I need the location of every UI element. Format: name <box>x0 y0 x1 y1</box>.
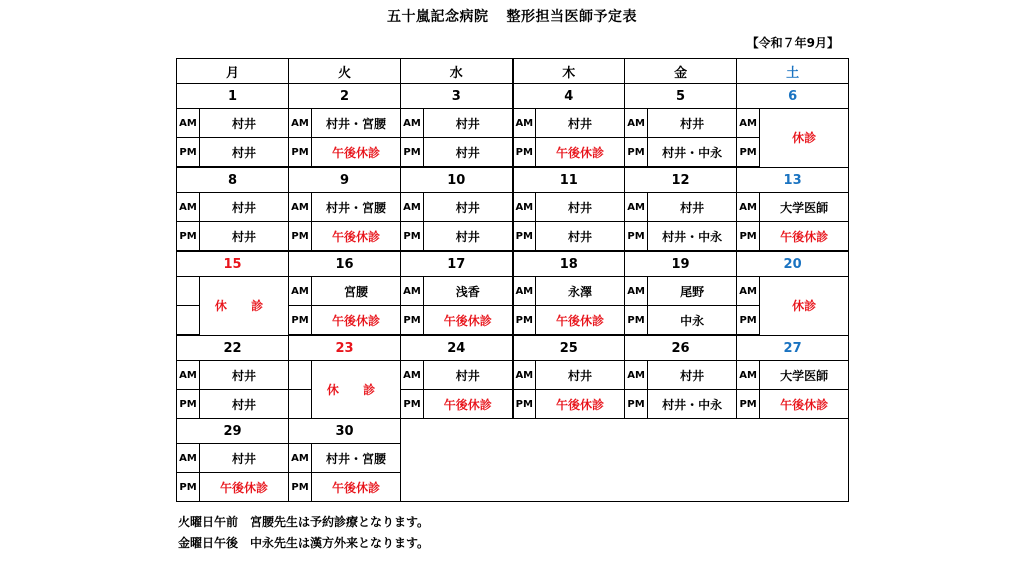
doctor-cell: 村井 <box>424 193 513 222</box>
pm-label: PM <box>513 138 536 168</box>
doctor-cell: 村井 <box>200 444 289 473</box>
am-label: AM <box>737 193 760 222</box>
doctor-cell: 宮腰 <box>312 277 401 306</box>
am-label: AM <box>625 109 648 138</box>
doctor-cell: 村井・中永 <box>648 222 737 252</box>
date-row <box>177 167 849 193</box>
am-label: AM <box>513 193 536 222</box>
closed-pm-cell: 午後休診 <box>312 222 401 252</box>
doctor-cell: 浅香 <box>424 277 513 306</box>
am-label: AM <box>289 193 312 222</box>
am-label: AM <box>289 444 312 473</box>
notes <box>178 512 429 554</box>
date-cell-saturday: 20 <box>737 251 849 277</box>
am-label: AM <box>513 109 536 138</box>
am-label: AM <box>625 193 648 222</box>
weekday-wed: 水 <box>401 59 513 84</box>
doctor-cell: 村井 <box>424 138 513 168</box>
pm-label: PM <box>625 306 648 336</box>
am-row <box>177 109 849 138</box>
date-cell: 2 <box>289 84 401 109</box>
pm-label: PM <box>401 306 424 336</box>
date-cell: 1 <box>177 84 289 109</box>
date-cell: 17 <box>401 251 513 277</box>
am-label: AM <box>513 277 536 306</box>
date-cell: 29 <box>177 419 289 444</box>
closed-cell: 休 診 <box>312 361 401 419</box>
doctor-cell: 村井・中永 <box>648 390 737 419</box>
am-label: AM <box>737 277 760 306</box>
date-cell-saturday: 27 <box>737 335 849 361</box>
date-cell: 8 <box>177 167 289 193</box>
date-cell: 3 <box>401 84 513 109</box>
pm-label: PM <box>177 473 200 502</box>
am-label: AM <box>513 361 536 390</box>
pm-label: PM <box>289 306 312 336</box>
am-label: AM <box>625 277 648 306</box>
am-label: AM <box>177 444 200 473</box>
am-row <box>177 361 849 390</box>
doctor-cell: 村井 <box>200 193 289 222</box>
pm-label: PM <box>177 390 200 419</box>
date-cell: 11 <box>513 167 625 193</box>
doctor-cell: 村井 <box>536 222 625 252</box>
doctor-cell: 村井 <box>648 193 737 222</box>
page-title <box>0 6 1024 26</box>
date-cell: 25 <box>513 335 625 361</box>
date-cell-holiday: 23 <box>289 335 401 361</box>
closed-pm-cell: 午後休診 <box>760 222 849 252</box>
doctor-cell: 村井・中永 <box>648 138 737 168</box>
date-cell: 26 <box>625 335 737 361</box>
am-label: AM <box>289 109 312 138</box>
date-row <box>177 419 849 444</box>
date-cell-saturday: 6 <box>737 84 849 109</box>
pm-row <box>177 138 849 168</box>
pm-label: PM <box>737 390 760 419</box>
date-cell-holiday: 15 <box>177 251 289 277</box>
am-row <box>177 193 849 222</box>
am-label: AM <box>401 361 424 390</box>
pm-label: PM <box>401 222 424 252</box>
date-cell: 4 <box>513 84 625 109</box>
doctor-cell: 村井 <box>200 138 289 168</box>
pm-label: PM <box>625 390 648 419</box>
am-label: AM <box>401 193 424 222</box>
pm-label: PM <box>289 138 312 168</box>
note-line: 火曜日午前 宮腰先生は予約診療となります。 <box>178 515 430 529</box>
pm-label: PM <box>401 390 424 419</box>
am-label: AM <box>177 109 200 138</box>
closed-pm-cell: 午後休診 <box>536 306 625 336</box>
doctor-cell: 村井 <box>536 109 625 138</box>
closed-cell: 休 診 <box>200 277 289 336</box>
pm-label: PM <box>513 390 536 419</box>
closed-pm-cell: 午後休診 <box>536 390 625 419</box>
am-label: AM <box>737 109 760 138</box>
date-cell: 19 <box>625 251 737 277</box>
hospital-name: 五十嵐記念病院 <box>387 9 489 25</box>
schedule-table <box>176 58 849 502</box>
date-cell: 16 <box>289 251 401 277</box>
doctor-cell: 村井 <box>200 222 289 252</box>
date-cell: 12 <box>625 167 737 193</box>
blank-cell <box>177 277 200 306</box>
date-cell: 5 <box>625 84 737 109</box>
weekday-sat: 土 <box>737 59 849 84</box>
am-label: AM <box>401 277 424 306</box>
closed-pm-cell: 午後休診 <box>424 306 513 336</box>
date-cell: 30 <box>289 419 401 444</box>
date-row <box>177 335 849 361</box>
am-label: AM <box>737 361 760 390</box>
doctor-cell: 村井 <box>200 109 289 138</box>
date-cell: 9 <box>289 167 401 193</box>
closed-pm-cell: 午後休診 <box>536 138 625 168</box>
weekday-mon: 月 <box>177 59 289 84</box>
doctor-cell: 大学医師 <box>760 193 849 222</box>
pm-label: PM <box>737 222 760 252</box>
doctor-cell: 村井 <box>424 109 513 138</box>
doctor-cell: 村井・宮腰 <box>312 193 401 222</box>
pm-label: PM <box>177 222 200 252</box>
date-cell: 22 <box>177 335 289 361</box>
empty-area <box>401 419 849 502</box>
closed-pm-cell: 午後休診 <box>312 473 401 502</box>
am-label: AM <box>401 109 424 138</box>
pm-label: PM <box>737 138 760 168</box>
am-label: AM <box>177 361 200 390</box>
blank-cell <box>289 361 312 390</box>
am-label: AM <box>177 193 200 222</box>
doctor-cell: 村井・宮腰 <box>312 444 401 473</box>
pm-label: PM <box>513 222 536 252</box>
date-row <box>177 251 849 277</box>
doctor-cell: 村井 <box>536 361 625 390</box>
weekday-header-row <box>177 59 849 84</box>
date-cell: 10 <box>401 167 513 193</box>
closed-cell: 休診 <box>760 277 849 336</box>
closed-pm-cell: 午後休診 <box>760 390 849 419</box>
date-cell: 18 <box>513 251 625 277</box>
pm-label: PM <box>289 473 312 502</box>
pm-label: PM <box>401 138 424 168</box>
date-row <box>177 84 849 109</box>
blank-cell <box>289 390 312 419</box>
doctor-cell: 村井 <box>648 361 737 390</box>
doctor-cell: 村井・宮腰 <box>312 109 401 138</box>
doctor-cell: 村井 <box>536 193 625 222</box>
date-cell: 24 <box>401 335 513 361</box>
doctor-cell: 村井 <box>424 222 513 252</box>
pm-label: PM <box>625 222 648 252</box>
weekday-tue: 火 <box>289 59 401 84</box>
closed-pm-cell: 午後休診 <box>424 390 513 419</box>
pm-label: PM <box>513 306 536 336</box>
pm-label: PM <box>737 306 760 336</box>
am-label: AM <box>625 361 648 390</box>
pm-row <box>177 222 849 252</box>
doctor-cell: 尾野 <box>648 277 737 306</box>
closed-pm-cell: 午後休診 <box>312 306 401 336</box>
pm-label: PM <box>625 138 648 168</box>
doctor-cell: 村井 <box>200 390 289 419</box>
closed-cell: 休診 <box>760 109 849 168</box>
pm-label: PM <box>289 222 312 252</box>
weekday-fri: 金 <box>625 59 737 84</box>
doctor-cell: 永澤 <box>536 277 625 306</box>
doctor-cell: 村井 <box>424 361 513 390</box>
closed-pm-cell: 午後休診 <box>312 138 401 168</box>
closed-pm-cell: 午後休診 <box>200 473 289 502</box>
doctor-cell: 中永 <box>648 306 737 336</box>
am-row <box>177 277 849 306</box>
weekday-thu: 木 <box>513 59 625 84</box>
doctor-cell: 村井 <box>200 361 289 390</box>
am-label: AM <box>289 277 312 306</box>
doctor-cell: 村井 <box>648 109 737 138</box>
pm-label: PM <box>177 138 200 168</box>
note-line: 金曜日午後 中永先生は漢方外来となります。 <box>178 536 430 550</box>
date-cell-saturday: 13 <box>737 167 849 193</box>
schedule-name: 整形担当医師予定表 <box>506 9 637 25</box>
era-label: 【令和７年9月】 <box>746 36 839 50</box>
pm-row <box>177 390 849 419</box>
blank-cell <box>177 306 200 336</box>
doctor-cell: 大学医師 <box>760 361 849 390</box>
